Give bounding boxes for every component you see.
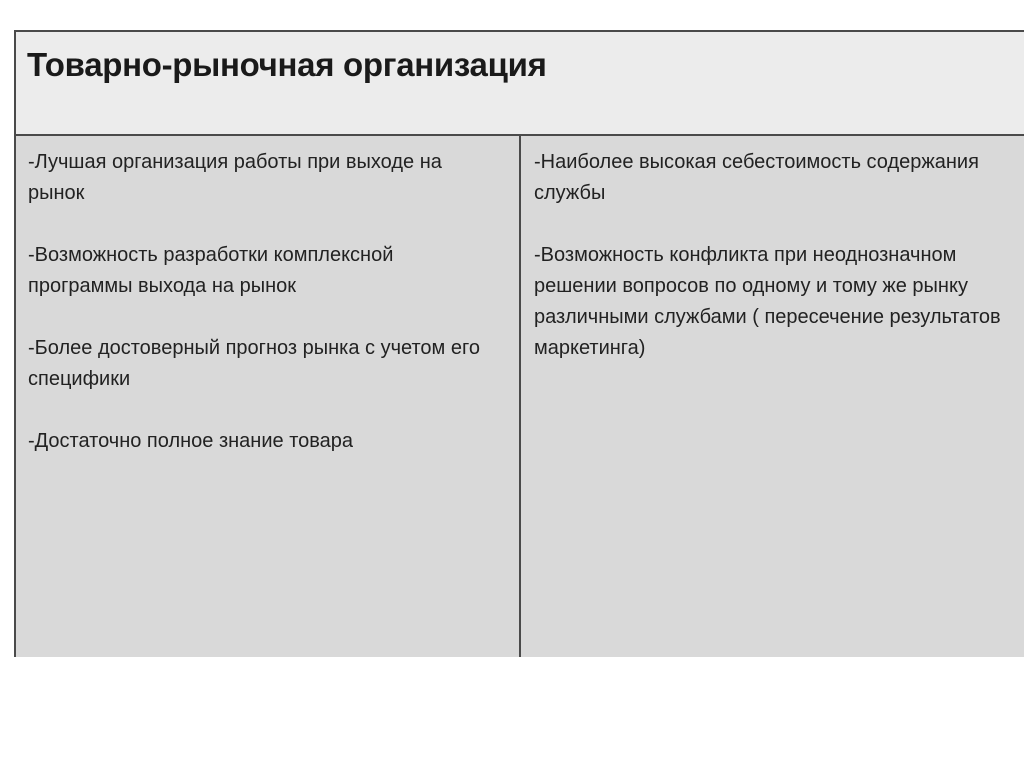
disadvantages-cell [521, 136, 1024, 657]
disadvantage-item: -Наиболее высокая себестоимость содержания службы [534, 151, 979, 204]
advantage-item: -Лучшая организация работы при выходе на рынок [28, 151, 442, 204]
advantages-cell [16, 136, 521, 657]
table-body-row [16, 136, 1024, 657]
advantage-item: -Возможность разработки комплексной программы выхода на рынок [28, 244, 394, 297]
table-title: Товарно-рыночная организация [27, 46, 547, 83]
disadvantages-list [534, 147, 1004, 364]
table-header-row [16, 32, 1024, 136]
disadvantage-item: -Возможность конфликта при неоднозначном решении вопросов по одному и тому же рынку различными службами ( пересечение результатов маркетинга) [534, 244, 1001, 359]
advantage-item: -Более достоверный прогноз рынка с учетом его специфики [28, 337, 480, 390]
advantage-item: -Достаточно полное знание товара [28, 430, 354, 452]
comparison-table [14, 30, 1024, 657]
advantages-list [28, 147, 498, 457]
